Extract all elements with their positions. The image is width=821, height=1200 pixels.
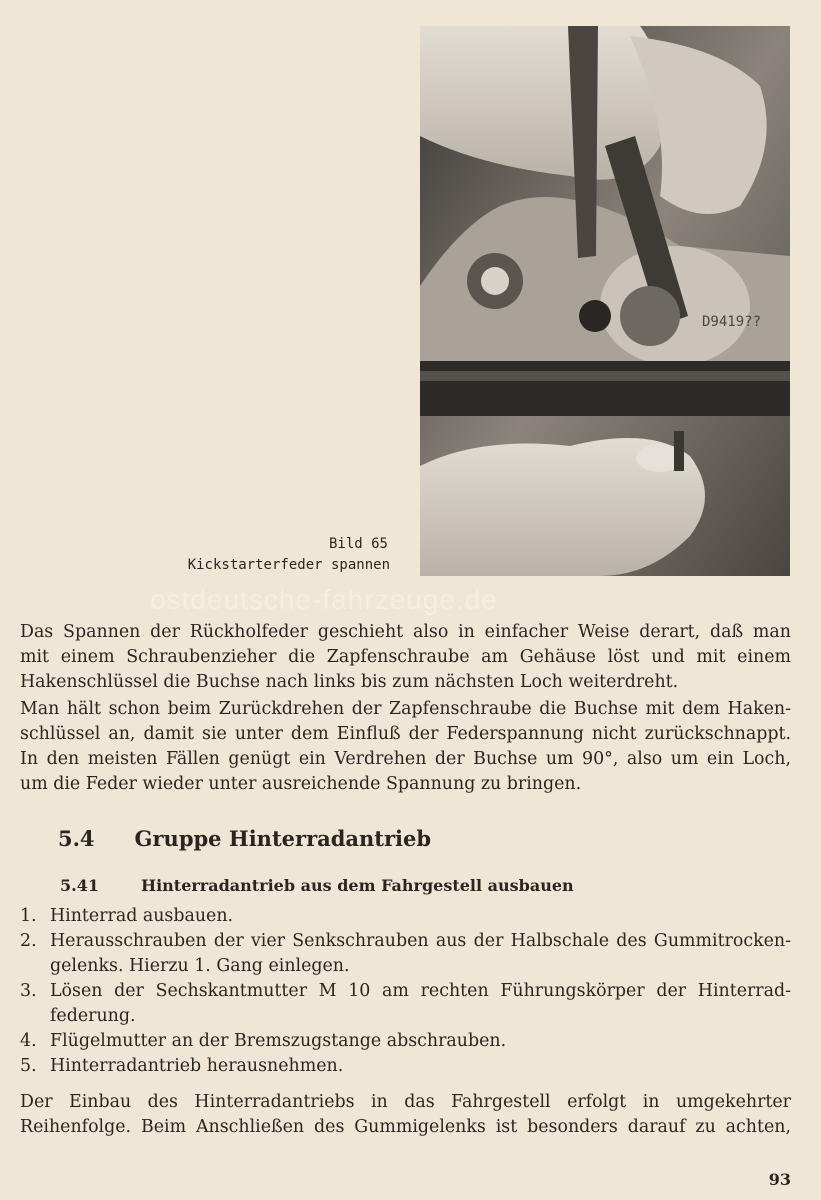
- step-text: Flügelmutter an der Bremszugstange abschrauben.: [50, 1031, 507, 1051]
- page-number: 93: [768, 1170, 791, 1189]
- paragraph-line: schlüssel an, damit sie unter dem Einfluß der Federspannung nicht zurückschnappt.: [20, 724, 791, 744]
- figure-label: Bild 65: [328, 536, 388, 552]
- step-text: Herausschrauben der vier Senkschrauben aus der Halbschale des Gummitrocken-: [50, 931, 791, 951]
- paragraph-line: In den meisten Fällen genügt ein Verdrehen der Buchse um 90°, also um ein Loch,: [20, 749, 791, 769]
- subsection-heading: [60, 876, 574, 895]
- paragraph-line: Hakenschlüssel die Buchse nach links bis zum nächsten Loch weiterdreht.: [20, 672, 679, 692]
- figure-caption-text: Kickstarterfeder spannen: [187, 557, 390, 573]
- list-item: [20, 929, 791, 979]
- step-text: gelenks. Hierzu 1. Gang einlegen.: [50, 956, 350, 976]
- paragraph-1: [20, 620, 791, 695]
- list-item: [20, 1054, 791, 1079]
- paragraph-2: [20, 697, 791, 797]
- watermark: ostdeutsche-fahrzeuge.de: [150, 584, 498, 615]
- paragraph-line: Man hält schon beim Zurückdrehen der Zapfenschraube die Buchse mit dem Haken-: [20, 699, 791, 719]
- step-text: Hinterradantrieb herausnehmen.: [50, 1056, 344, 1076]
- step-number: 4.: [20, 1031, 37, 1051]
- section-number: 5.4: [58, 826, 95, 851]
- section-heading: [58, 826, 431, 851]
- figure-photo: [420, 26, 790, 576]
- list-item: [20, 979, 791, 1029]
- paragraph-line: Reihenfolge. Beim Anschließen des Gummigelenks ist besonders darauf zu achten,: [20, 1117, 791, 1137]
- subsection-title: Hinterradantrieb aus dem Fahrgestell ausbauen: [140, 876, 574, 895]
- step-text: Lösen der Sechskantmutter M 10 am rechten Führungskörper der Hinterrad-: [50, 981, 791, 1001]
- step-text: federung.: [50, 1006, 136, 1026]
- paragraph-line: Das Spannen der Rückholfeder geschieht also in einfacher Weise derart, daß man: [20, 622, 791, 642]
- list-item: [20, 1029, 791, 1054]
- closing-paragraph: [20, 1090, 791, 1140]
- step-number: 3.: [20, 981, 37, 1001]
- list-item: [20, 904, 791, 929]
- section-title: Gruppe Hinterradantrieb: [134, 826, 432, 851]
- step-number: 5.: [20, 1056, 37, 1076]
- step-number: 1.: [20, 906, 37, 926]
- figure-caption: [188, 534, 390, 576]
- steps-list: [20, 904, 791, 1079]
- step-text: Hinterrad ausbauen.: [50, 906, 234, 926]
- subsection-number: 5.41: [60, 876, 99, 895]
- paragraph-line: Der Einbau des Hinterradantriebs in das Fahrgestell erfolgt in umgekehrter: [20, 1092, 791, 1112]
- paragraph-line: um die Feder wieder unter ausreichende Spannung zu bringen.: [20, 774, 582, 794]
- photo-marking: D9419??: [702, 314, 762, 330]
- step-number: 2.: [20, 931, 37, 951]
- paragraph-line: mit einem Schraubenzieher die Zapfenschraube am Gehäuse löst und mit einem: [20, 647, 791, 667]
